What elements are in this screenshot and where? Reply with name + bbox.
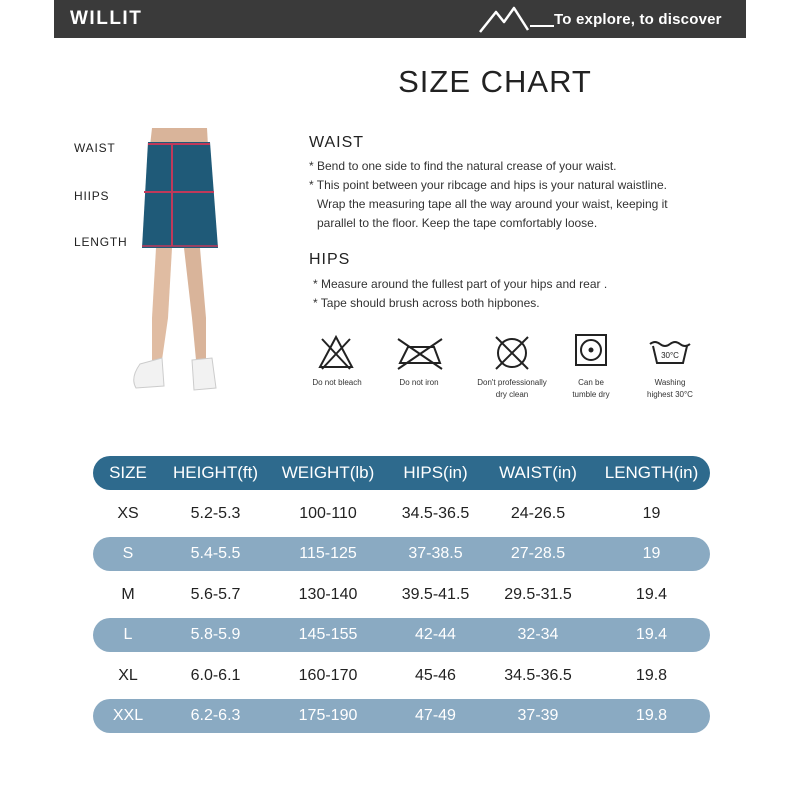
slogan: To explore, to discover	[554, 11, 722, 28]
column-header: WEIGHT(lb)	[281, 463, 375, 482]
table-cell: 100-110	[299, 504, 357, 522]
table-cell: 5.6-5.7	[190, 585, 241, 603]
column-header: WAIST(in)	[499, 463, 577, 482]
label-waist: WAIST	[74, 141, 116, 155]
table-cell: 34.5-36.5	[504, 666, 572, 684]
label-length: LENGTH	[74, 235, 128, 249]
wash-30-icon	[647, 336, 693, 366]
table-cell: 6.2-6.3	[190, 707, 241, 724]
label-hips: HIIPS	[74, 189, 110, 203]
table-row	[93, 655, 710, 696]
table-cell: 19	[642, 545, 661, 562]
table-header-row	[93, 456, 710, 490]
table-cell: 37-38.5	[408, 545, 463, 562]
table-cell: 39.5-41.5	[401, 585, 470, 603]
table-cell: 6.0-6.1	[190, 666, 241, 684]
care-label-line: Don't professionally	[477, 378, 547, 387]
model-figure	[122, 128, 232, 398]
table-cell: 19	[642, 504, 661, 522]
table-cell: 19.4	[635, 626, 668, 643]
table-cell: 32-34	[517, 626, 559, 643]
hips-title: HIPS	[309, 251, 351, 268]
table-cell: 5.8-5.9	[190, 626, 241, 643]
column-header: SIZE	[109, 463, 147, 482]
hips-instructions	[313, 275, 607, 313]
column-header: HEIGHT(ft)	[173, 463, 258, 482]
table-cell: S	[122, 545, 134, 562]
care-label-line: dry clean	[495, 390, 529, 399]
table-cell: 42-44	[415, 626, 456, 643]
table-cell: 37-39	[517, 707, 559, 724]
table-row	[93, 574, 710, 615]
column-header: LENGTH(in)	[604, 463, 699, 482]
tumble-dry-icon	[574, 333, 608, 367]
brand-name: WILLIT	[70, 8, 143, 29]
column-header: HIPS(in)	[403, 463, 468, 482]
care-label-wash	[630, 377, 710, 401]
waist-bullet: * Bend to one side to find the natural crease of your waist.	[309, 159, 617, 173]
care-label-no-iron: Do not iron	[399, 378, 439, 387]
table-cell: XS	[117, 504, 139, 522]
table-cell: 19.4	[635, 585, 668, 603]
table-cell: XL	[118, 666, 138, 684]
table-row	[93, 699, 710, 733]
care-label-no-dry-clean	[472, 377, 552, 401]
size-table	[93, 456, 710, 736]
no-iron-icon	[394, 333, 446, 373]
table-cell: 45-46	[415, 666, 456, 684]
table-cell: L	[123, 626, 133, 643]
table-cell: 27-28.5	[510, 545, 566, 562]
hips-bullet: * Tape should brush across both hipbones.	[313, 296, 540, 310]
table-cell: 175-190	[298, 707, 358, 724]
care-label-line: highest 30°C	[647, 390, 693, 399]
care-label-tumble-dry	[551, 377, 631, 401]
table-cell: 5.2-5.3	[190, 504, 241, 522]
waist-bullet: Wrap the measuring tape all the way around your waist, keeping it	[317, 197, 668, 211]
waist-instructions	[309, 157, 668, 233]
table-row	[93, 537, 710, 571]
care-label-line: Washing	[654, 378, 686, 387]
waist-bullet: parallel to the floor. Keep the tape comfortably loose.	[317, 216, 598, 230]
table-cell: XXL	[112, 707, 144, 724]
table-row	[93, 618, 710, 652]
waist-bullet: * This point between your ribcage and hips is your natural waistline.	[309, 178, 667, 192]
care-label-line: Can be	[578, 378, 604, 387]
table-cell: 115-125	[299, 545, 357, 562]
table-cell: 19.8	[635, 666, 668, 684]
table-cell: 47-49	[415, 707, 456, 724]
no-dry-clean-icon	[492, 333, 532, 373]
waist-title: WAIST	[309, 134, 365, 151]
table-cell: 34.5-36.5	[401, 504, 470, 522]
table-cell: 160-170	[298, 666, 358, 684]
table-cell: M	[121, 585, 135, 603]
care-label-line: tumble dry	[572, 390, 610, 399]
table-row	[93, 493, 710, 534]
table-cell: 130-140	[298, 585, 358, 603]
table-cell: 19.8	[635, 707, 668, 724]
table-cell: 29.5-31.5	[504, 585, 572, 603]
table-cell: 145-155	[298, 626, 358, 643]
header-bar	[54, 0, 746, 38]
wash-temp-label: 30°C	[661, 351, 679, 360]
table-cell: 24-26.5	[510, 504, 566, 522]
page-title: SIZE CHART	[398, 64, 592, 99]
care-label-no-bleach: Do not bleach	[312, 378, 362, 387]
table-cell: 5.4-5.5	[190, 545, 241, 562]
no-bleach-icon	[316, 333, 356, 373]
hips-bullet: * Measure around the fullest part of your hips and rear .	[313, 277, 608, 291]
